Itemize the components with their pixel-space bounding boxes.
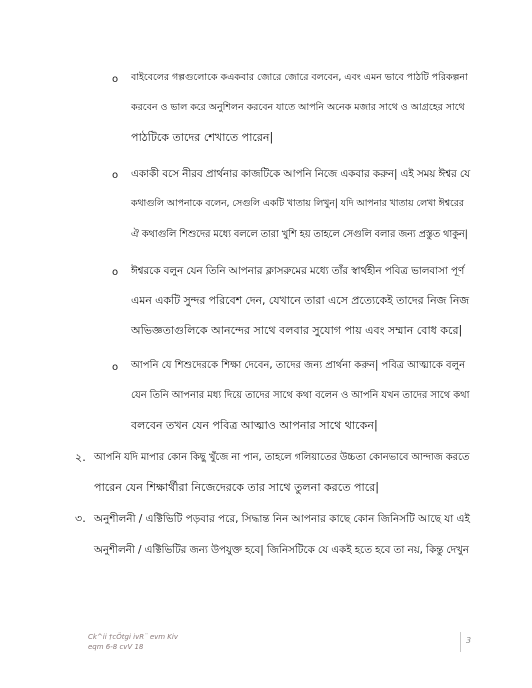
paragraph-line: কথাগুলি আপনাকে বলেন, সেগুলি একটি খাতায় লিখুন| যদি আপনার খাতায় লেখা ঈশ্বরের	[131, 198, 464, 209]
paragraph-line: অনুশীলনী / এক্টিভিটির জন্য উপযুক্ত হবে| জিনিসটিকে যে একই হতে হবে তা নয়, কিন্তু দেখুন	[94, 544, 469, 556]
paragraph-line: অভিজ্ঞতাগুলিকে আনন্দের সাথে বলবার সুযোগ পায় এবং সম্মান বোধ করে|	[131, 324, 463, 337]
paragraph-line: অনুশীলনী / এক্টিভিটি পড়বার পরে, সিদ্ধান্ত নিন আপনার কাছে কোন জিনিসটি আছে যা এই	[94, 513, 470, 525]
footer-title: Ck^ii †cÖtgi ivR¨ evm Kiv	[88, 633, 178, 641]
paragraph-line: ঐ কথাগুলি শিশুদের মধ্যে বললে তারা খুশি হয় তাহলে সেগুলি বলার জন্য প্রস্তুত থাকুন|	[131, 229, 468, 240]
bullet-marker: o	[112, 74, 119, 85]
bullet-marker: o	[112, 267, 119, 278]
paragraph-line: আপনি যদি মাপার কোন কিছু খুঁজে না পান, তাহলে গলিয়াতের উচ্চতা কোনভাবে আন্দাজ করতে	[94, 452, 470, 463]
footer-subtitle: eqm 6-8 cvV 18	[88, 643, 144, 651]
paragraph-line: করবেন ও ভাল করে অনুশিলন করবেন যাতে আপনি অনেক মজার সাথে ও আগ্রহের সাথে	[131, 102, 465, 113]
paragraph-line: এমন একটি সুন্দর পরিবেশ দেন, যেখানে তারা এসে প্রত্যেকেই তাদের নিজ নিজ	[131, 294, 470, 307]
bullet-marker: o	[112, 362, 119, 373]
paragraph-line: পাঠটিকে তাদের শেখাতে পারেন|	[131, 131, 274, 144]
paragraph-line: আপনি যে শিশুদেরকে শিক্ষা দেবেন, তাদের জন্য প্রার্থনা করুন| পবিত্র আত্মাকে বলুন	[131, 360, 466, 371]
paragraph-line: যেন তিনি আপনার মধ্য দিয়ে তাদের সাথে কথা বলেন ও আপনি যখন তাদের সাথে কথা	[131, 390, 470, 401]
list-number: ২.	[75, 451, 86, 464]
paragraph-line: বলবেন তখন যেন পবিত্র আত্মাও আপনার সাথে থাকেন|	[131, 419, 378, 432]
footer-divider	[460, 632, 461, 652]
paragraph-line: পারেন যেন শিক্ষার্থীরা নিজেদেরকে তার সাথে তুলনা করতে পারে|	[94, 481, 379, 494]
paragraph-line: বাইবেলের গল্পগুলোকে কএকবার জোরে জোরে বলবেন, এবং এমন ভাবে পাঠটি পরিকল্পনা	[131, 72, 468, 83]
bullet-marker: o	[112, 170, 119, 181]
paragraph-line: ঈশ্বরকে বলুন যেন তিনি আপনার ক্লাসরুমের মধ্যে তাঁর স্বার্থহীন পবিত্র ভালবাসা পূর্ণ	[131, 265, 465, 277]
list-number: ৩.	[75, 512, 86, 525]
page-number: 3	[466, 636, 472, 645]
paragraph-line: একাকী বসে নীরব প্রার্থনার কাজটিকে আপনি নিজে একবার করুন| এই সময় ঈশ্বর যে	[131, 168, 470, 180]
